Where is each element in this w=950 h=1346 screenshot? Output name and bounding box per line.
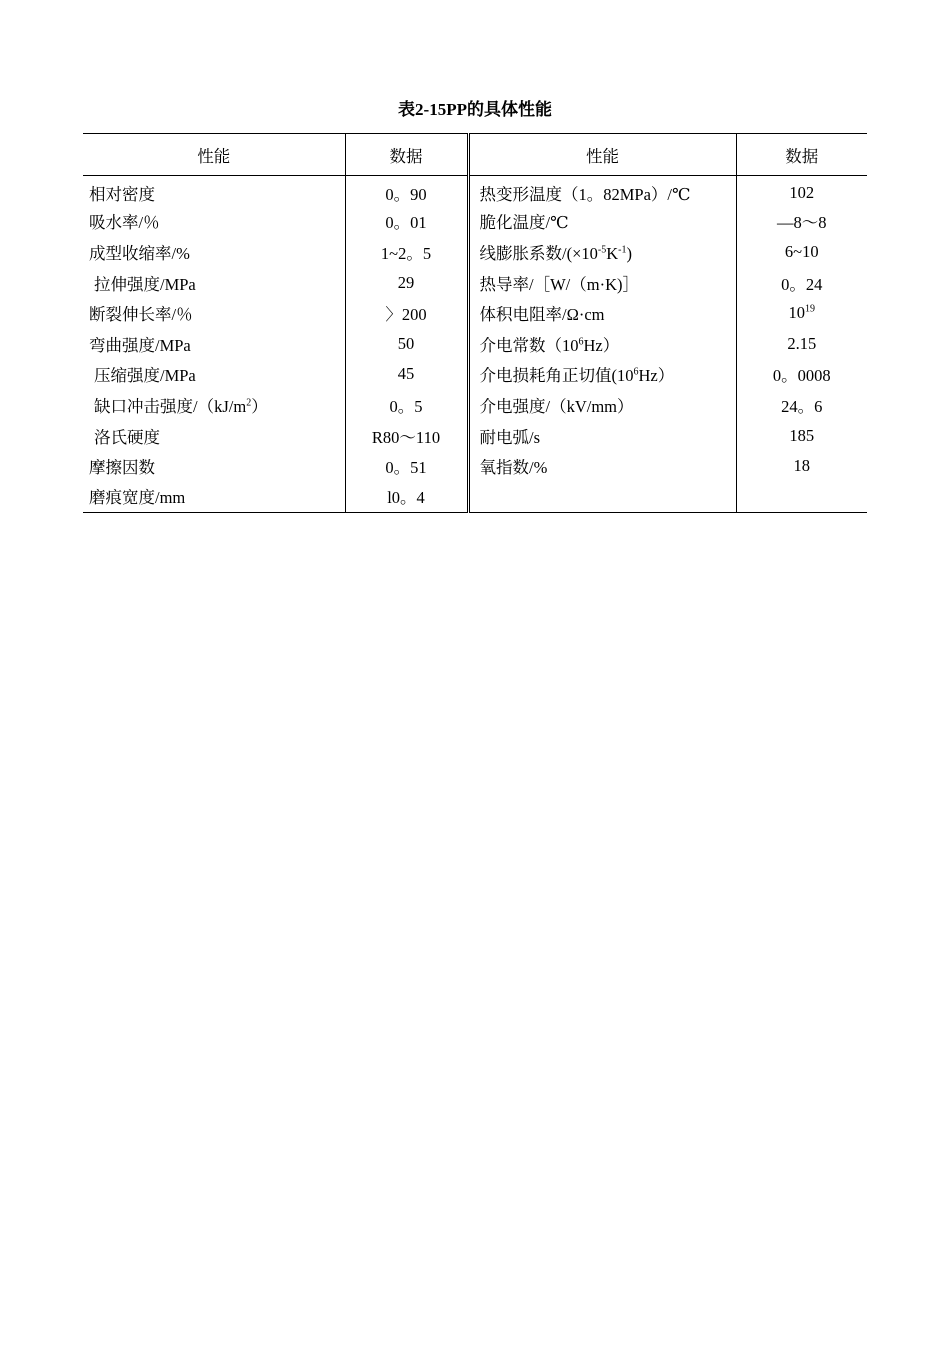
property-value: 29 (345, 267, 468, 298)
property-value (736, 481, 867, 512)
property-name: 体积电阻率/Ω·cm (468, 298, 736, 329)
property-name: 热变形温度（1。82MPa）/℃ (468, 176, 736, 207)
table-row (83, 267, 867, 298)
property-value: 102 (736, 176, 867, 207)
property-name: 热导率/［W/（m·K)］ (468, 267, 736, 298)
property-name: 成型收缩率/% (89, 243, 190, 263)
property-name: 断裂伸长率/％ (89, 305, 193, 325)
property-value: 2.15 (736, 328, 867, 359)
table-row (83, 237, 867, 268)
table-title: 表2-15PP的具体性能 (398, 100, 552, 119)
property-value: $10^{19}$ (736, 298, 867, 329)
property-name: 洛氏硬度 (94, 427, 160, 447)
table-row (83, 390, 867, 421)
property-value: 0。01 (345, 206, 468, 237)
property-name: 氧指数/% (468, 451, 736, 482)
property-value: 185 (736, 420, 867, 451)
property-name: 介电损耗角正切值$(10^6Hz)$ (468, 359, 736, 390)
property-name: 拉伸强度/MPa (94, 274, 196, 294)
property-name: 脆化温度/℃ (468, 206, 736, 237)
property-value: 18 (736, 451, 867, 482)
property-value: 24。6 (736, 390, 867, 421)
header-property-left: 性能 (83, 134, 345, 176)
property-name: 摩擦因数 (89, 458, 155, 478)
property-name: 缺口冲击强度$/(kJ/m^2)$ (94, 396, 268, 416)
property-value: 0。0008 (736, 359, 867, 390)
table-row (83, 206, 867, 237)
property-name: 相对密度 (89, 184, 155, 204)
property-value: R80～110 (345, 420, 468, 451)
property-value: —8～8 (736, 206, 867, 237)
property-name: 压缩强度/MPa (94, 366, 196, 386)
table-row (83, 359, 867, 390)
property-name (468, 481, 736, 512)
header-value-right: 数据 (736, 134, 867, 176)
property-name: 介电常数$(10^6Hz)$ (468, 328, 736, 359)
property-name: 磨痕宽度/mm (83, 481, 345, 512)
property-value: 0。5 (345, 390, 468, 421)
property-name: 线膨胀系数$/(\times 10^{-5}K^{-1})$ (468, 237, 736, 268)
table-row (83, 328, 867, 359)
property-value: 1~2。5 (345, 237, 468, 268)
table-row (83, 176, 867, 207)
table-row (83, 298, 867, 329)
property-value: 45 (345, 359, 468, 390)
header-property-right: 性能 (468, 134, 736, 176)
property-name: 介电强度/（kV/mm） (468, 390, 736, 421)
property-value: 0。90 (345, 176, 468, 207)
property-name: 耐电弧/s (468, 420, 736, 451)
property-value: 〉200 (345, 298, 468, 329)
property-value: 0。51 (345, 451, 468, 482)
header-value-left: 数据 (345, 134, 468, 176)
property-value: l0。4 (345, 481, 468, 512)
table-row (83, 451, 867, 482)
table-header-row (83, 134, 867, 176)
table-row (83, 420, 867, 451)
table-row (83, 481, 867, 512)
property-value: 6~10 (736, 237, 867, 268)
property-name: 弯曲强度/MPa (89, 335, 191, 355)
properties-table (83, 133, 867, 513)
property-name: 吸水率/％ (89, 213, 160, 233)
property-value: 0。24 (736, 267, 867, 298)
property-value: 50 (345, 328, 468, 359)
